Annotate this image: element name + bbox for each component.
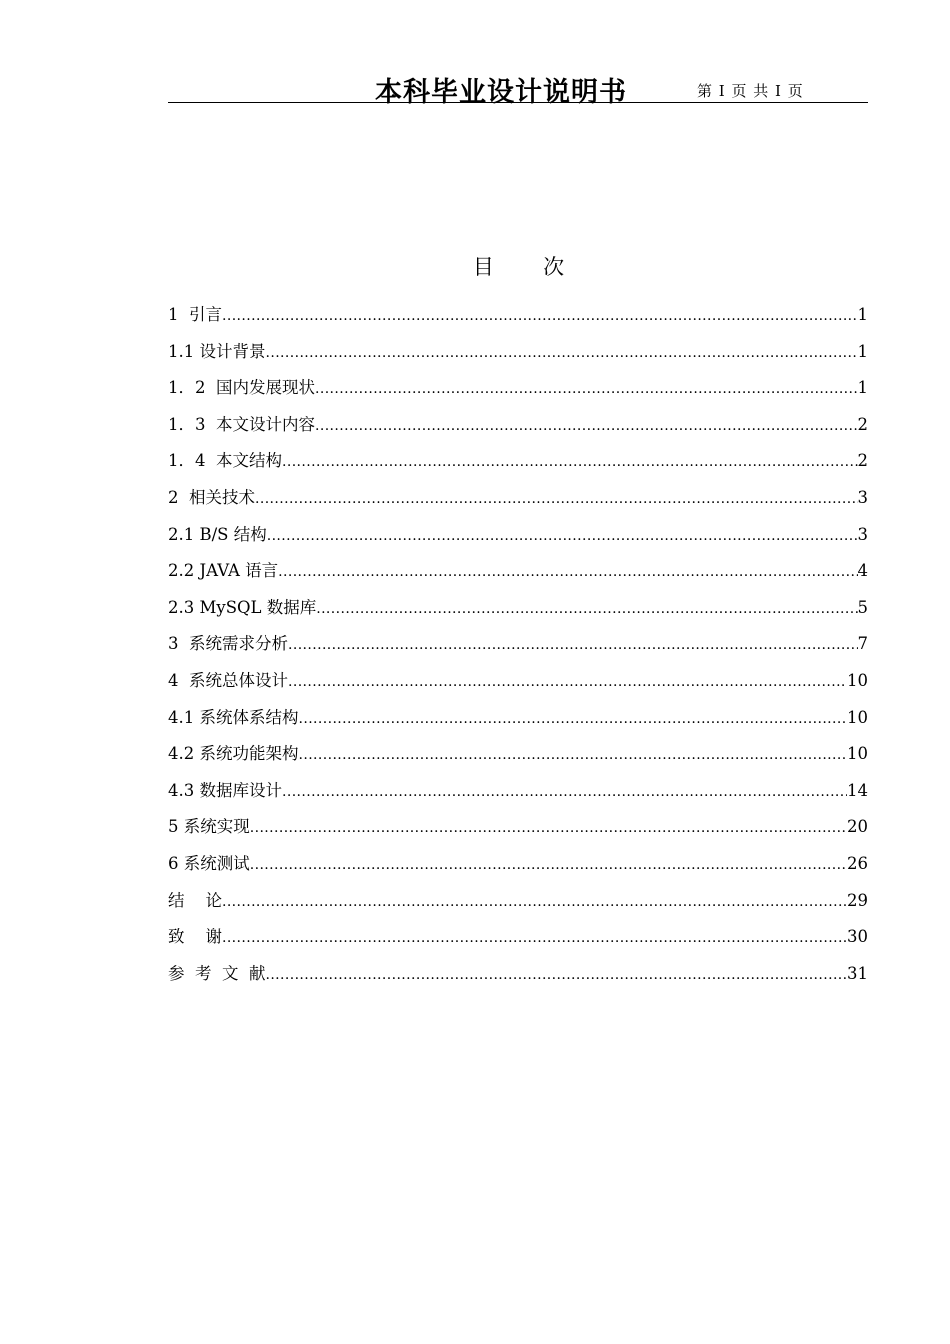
toc-dot-leader [267,518,858,555]
toc-entry-label: 4.1 系统体系结构 [168,707,299,727]
toc-entry-label: 1 引言 [168,305,222,324]
toc-entry[interactable] [168,773,868,810]
toc-entry-page: 5 [857,597,868,617]
toc-entry[interactable] [168,736,868,773]
toc-entry[interactable] [168,443,868,480]
toc-entry-label: 2 相关技术 [168,487,255,507]
toc-entry-label: 1.1 设计背景 [168,341,266,361]
toc-entry-page: 1 [857,341,868,361]
toc-entry[interactable] [168,370,868,407]
toc-dot-leader [278,554,857,591]
toc-heading: 目 次 [472,255,565,279]
toc-entry[interactable] [168,626,868,663]
toc-entry-page: 3 [857,524,868,544]
toc-entry-label: 1．3 本文设计内容 [168,414,315,434]
toc-entry[interactable] [168,956,868,993]
toc-entry[interactable] [168,663,868,700]
toc-entry-page: 4 [857,561,868,581]
toc-entry-label: 4.3 数据库设计 [168,780,282,800]
toc-dot-leader [282,774,847,811]
toc-entry-label: 参 考 文 献 [168,963,266,983]
toc-entry-page: 10 [847,707,868,727]
toc-entry[interactable] [168,553,868,590]
toc-dot-leader [222,920,847,957]
toc-entry-label: 2.3 MySQL 数据库 [168,597,317,617]
toc-entry[interactable] [168,297,868,334]
toc-dot-leader [250,810,847,847]
toc-entry[interactable] [168,919,868,956]
toc-entry-page: 30 [847,927,868,947]
toc-entry-page: 10 [847,670,868,690]
toc-dot-leader [315,371,858,408]
toc-entry[interactable] [168,700,868,737]
toc-entry-page: 7 [857,634,868,654]
document-title: 本科毕业设计说明书 [375,77,627,108]
toc-dot-leader [288,627,858,664]
toc-entry[interactable] [168,480,868,517]
toc-entry-label: 结 论 [168,890,222,910]
toc-entry[interactable] [168,846,868,883]
toc-dot-leader [222,884,847,921]
page-header [168,66,868,108]
toc-entry-label: 5 系统实现 [168,817,250,837]
toc-entry[interactable] [168,883,868,920]
toc-dot-leader [222,298,858,335]
toc-entry-page: 3 [857,487,868,507]
toc-entry[interactable] [168,407,868,444]
toc-entry-label: 1．4 本文结构 [168,451,282,471]
page-number-info: 第 I 页 共 I 页 [697,82,804,100]
toc-entry-page: 20 [847,817,868,837]
toc-dot-leader [299,737,848,774]
toc-entry-label: 致 谢 [168,927,222,947]
toc-entry[interactable] [168,517,868,554]
table-of-contents [168,297,868,992]
toc-dot-leader [255,481,858,518]
toc-dot-leader [288,664,847,701]
toc-entry-page: 2 [857,451,868,471]
toc-entry-page: 2 [857,414,868,434]
toc-entry[interactable] [168,809,868,846]
toc-entry-label: 6 系统测试 [168,853,250,873]
toc-entry-label: 2.1 B/S 结构 [168,524,267,544]
toc-dot-leader [316,591,857,628]
toc-entry-label: 4 系统总体设计 [168,670,288,690]
toc-entry-label: 1．2 国内发展现状 [168,378,315,398]
toc-entry-page: 26 [847,853,868,873]
toc-dot-leader [299,701,848,738]
toc-entry-page: 14 [847,780,868,800]
toc-entry[interactable] [168,590,868,627]
toc-dot-leader [315,408,858,445]
toc-entry-page: 31 [847,963,868,983]
toc-entry-label: 3 系统需求分析 [168,634,288,654]
toc-dot-leader [266,335,858,372]
toc-entry[interactable] [168,334,868,371]
toc-dot-leader [282,444,858,481]
toc-entry-page: 10 [847,744,868,764]
toc-entry-label: 4.2 系统功能架构 [168,744,299,764]
toc-entry-page: 1 [857,305,868,324]
toc-dot-leader [265,957,847,994]
toc-entry-label: 2.2 JAVA 语言 [168,561,279,581]
toc-dot-leader [250,847,847,884]
toc-entry-page: 1 [857,378,868,398]
toc-entry-page: 29 [847,890,868,910]
